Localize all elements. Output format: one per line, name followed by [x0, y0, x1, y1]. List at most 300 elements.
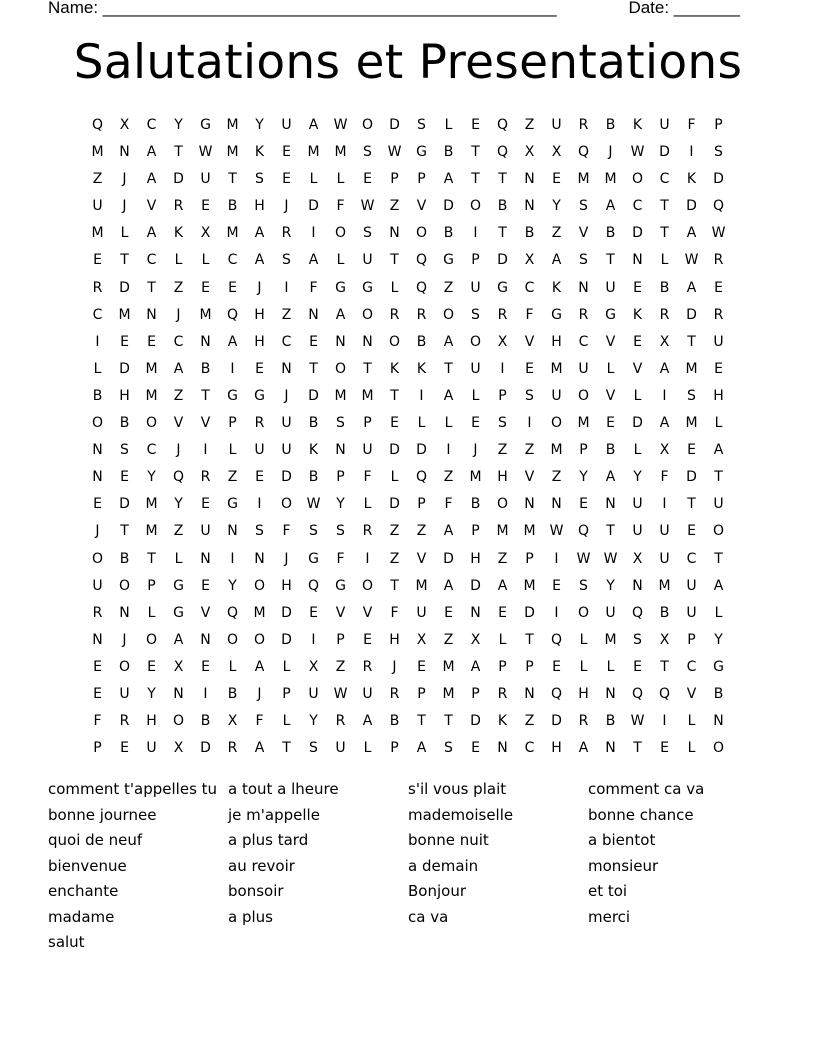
grid-cell: W [603, 550, 618, 567]
grid-cell: H [578, 685, 589, 702]
grid-cell: P [417, 171, 426, 188]
grid-cell: R [578, 117, 589, 133]
word-list-item: a plus [228, 907, 273, 926]
grid-cell: L [228, 442, 237, 459]
grid-cell: T [660, 198, 669, 215]
word-list-item: et toi [588, 882, 628, 900]
grid-cell: Y [255, 117, 264, 133]
grid-cell: Y [147, 469, 156, 486]
grid-cell: M [550, 442, 563, 459]
grid-cell: N [119, 604, 130, 621]
grid-cell: F [336, 198, 345, 215]
grid-cell: D [497, 252, 508, 269]
grid-cell: R [281, 225, 292, 242]
grid-cell: C [281, 333, 292, 350]
grid-cell: R [713, 252, 724, 269]
grid-cell: N [200, 550, 211, 567]
grid-cell: C [146, 442, 157, 459]
grid-cell: E [633, 658, 642, 675]
grid-cell: U [119, 685, 130, 702]
grid-cell: D [686, 306, 697, 323]
grid-cell: O [712, 740, 725, 757]
grid-cell: U [416, 604, 427, 621]
grid-cell: L [228, 658, 237, 675]
grid-cell: H [551, 740, 562, 757]
grid-cell: M [199, 306, 212, 323]
grid-cell: A [470, 658, 481, 675]
grid-cell: A [551, 252, 562, 269]
grid-cell: O [712, 523, 725, 540]
grid-cell: M [415, 577, 428, 594]
grid-cell: I [689, 144, 694, 161]
grid-cell: W [387, 144, 402, 161]
grid-cell: R [254, 415, 265, 432]
word-column [588, 778, 768, 931]
grid-cell: M [577, 171, 590, 188]
grid-cell: K [632, 306, 643, 323]
grid-cell: P [525, 550, 534, 567]
grid-cell: O [469, 198, 482, 215]
grid-cell: R [362, 658, 373, 675]
grid-cell: H [254, 198, 265, 215]
grid-cell: N [632, 252, 643, 269]
grid-cell: B [443, 225, 454, 242]
grid-cell: N [470, 604, 481, 621]
grid-cell: U [92, 198, 103, 215]
grid-cell: O [280, 496, 293, 513]
grid-cell: N [389, 225, 400, 242]
grid-cell: K [308, 442, 319, 459]
grid-cell: E [147, 333, 156, 350]
word-list-item: madame [48, 907, 115, 926]
grid-cell: V [200, 415, 211, 432]
grid-cell: E [147, 658, 156, 675]
grid-cell: W [198, 144, 213, 161]
grid-cell: Q [631, 685, 644, 702]
grid-cell: M [550, 360, 563, 377]
grid-cell: P [363, 415, 372, 432]
word-list-item: enchante [48, 882, 119, 900]
grid-cell: U [470, 279, 481, 296]
grid-cell: Z [173, 279, 184, 296]
grid-cell: D [632, 415, 643, 432]
grid-cell: M [334, 387, 347, 404]
grid-cell: H [146, 713, 157, 730]
grid-cell: X [524, 144, 535, 161]
grid-cell: E [93, 252, 102, 269]
grid-cell: H [281, 577, 292, 594]
word-list-item: Bonjour [408, 882, 466, 900]
grid-cell: X [173, 658, 184, 675]
grid-cell: U [362, 685, 373, 702]
grid-cell: I [419, 387, 424, 404]
grid-cell: P [417, 685, 426, 702]
grid-cell: M [469, 469, 482, 486]
grid-cell: C [686, 550, 697, 567]
grid-cell: R [659, 306, 670, 323]
grid-cell: M [685, 415, 698, 432]
grid-cell: A [173, 631, 184, 648]
grid-cell: G [308, 550, 319, 567]
grid-cell: C [524, 279, 535, 296]
grid-cell: Y [714, 631, 723, 648]
grid-cell: A [227, 333, 238, 350]
grid-cell: M [334, 144, 347, 161]
grid-cell: M [226, 225, 239, 242]
grid-cell: S [471, 306, 480, 323]
grid-cell: N [551, 496, 562, 513]
grid-cell: E [525, 360, 534, 377]
grid-cell: P [147, 577, 156, 594]
grid-cell: L [390, 469, 399, 486]
grid-cell: V [362, 604, 373, 621]
grid-cell: T [633, 740, 642, 757]
grid-cell: H [119, 387, 130, 404]
grid-cell: N [281, 360, 292, 377]
grid-cell: X [308, 658, 319, 675]
grid-cell: U [551, 387, 562, 404]
grid-cell: R [578, 306, 589, 323]
grid-cell: W [684, 252, 699, 269]
grid-cell: A [254, 252, 265, 269]
grid-cell: X [470, 631, 481, 648]
grid-cell: H [470, 550, 481, 567]
grid-cell: C [173, 333, 184, 350]
grid-cell: Y [606, 577, 615, 594]
grid-cell: U [200, 171, 211, 188]
grid-cell: L [174, 252, 183, 269]
grid-cell: N [524, 198, 535, 215]
grid-cell: T [606, 523, 615, 540]
grid-cell: K [632, 117, 643, 133]
grid-cell: Z [227, 469, 238, 486]
grid-cell: H [254, 306, 265, 323]
grid-cell: E [471, 415, 480, 432]
grid-cell: I [554, 550, 559, 567]
grid-cell: L [147, 604, 156, 621]
grid-cell: R [362, 523, 373, 540]
grid-cell: A [686, 225, 697, 242]
grid-cell: L [444, 117, 453, 133]
grid-cell: C [632, 198, 643, 215]
grid-cell: O [145, 631, 158, 648]
grid-cell: M [658, 577, 671, 594]
grid-cell: D [524, 604, 535, 621]
grid-cell: I [500, 360, 505, 377]
grid-cell: M [91, 225, 104, 242]
grid-cell: R [389, 685, 400, 702]
grid-cell: T [363, 360, 372, 377]
grid-cell: N [146, 306, 157, 323]
grid-cell: H [254, 333, 265, 350]
grid-cell: E [552, 171, 561, 188]
grid-cell: E [498, 604, 507, 621]
grid-cell: Z [497, 442, 508, 459]
grid-cell: A [686, 279, 697, 296]
grid-cell: Z [173, 523, 184, 540]
grid-cell: T [282, 740, 291, 757]
grid-cell: M [442, 685, 455, 702]
grid-cell: E [93, 685, 102, 702]
grid-cell: G [227, 496, 238, 513]
grid-cell: N [524, 171, 535, 188]
grid-cell: J [473, 442, 478, 459]
grid-cell: C [686, 658, 697, 675]
grid-cell: O [91, 415, 104, 432]
grid-cell: Y [633, 469, 642, 486]
grid-cell: X [119, 117, 130, 133]
word-list-item: bonsoir [228, 882, 284, 900]
grid-cell: A [497, 577, 508, 594]
grid-cell: B [227, 685, 238, 702]
grid-cell: V [578, 225, 589, 242]
grid-cell: S [579, 252, 588, 269]
grid-cell: H [497, 469, 508, 486]
grid-cell: Z [92, 171, 103, 188]
grid-cell: Q [415, 279, 428, 296]
grid-cell: R [335, 713, 346, 730]
grid-cell: Q [550, 685, 563, 702]
grid-cell: J [284, 387, 289, 404]
grid-cell: N [335, 442, 346, 459]
word-list-item: a plus tard [228, 831, 309, 849]
grid-cell: T [309, 360, 318, 377]
grid-cell: O [415, 225, 428, 242]
grid-cell: C [659, 171, 670, 188]
grid-cell: N [605, 496, 616, 513]
grid-cell: V [416, 550, 427, 567]
grid-cell: U [605, 604, 616, 621]
grid-cell: D [119, 496, 130, 513]
grid-cell: J [284, 198, 289, 215]
grid-cell: J [122, 631, 127, 648]
grid-cell: M [145, 523, 158, 540]
grid-cell: X [524, 252, 535, 269]
grid-cell: T [174, 144, 183, 161]
grid-cell: I [203, 685, 208, 702]
grid-cell: A [443, 387, 454, 404]
word-list-item: ca va [408, 907, 449, 926]
grid-cell: C [146, 117, 157, 133]
grid-cell: U [659, 550, 670, 567]
grid-cell: Y [174, 496, 183, 513]
grid-cell: P [579, 442, 588, 459]
grid-cell: Y [579, 469, 588, 486]
grid-cell: X [659, 631, 670, 648]
grid-cell: U [686, 604, 697, 621]
grid-cell: O [361, 577, 374, 594]
grid-cell: B [470, 496, 481, 513]
grid-cell: D [470, 713, 481, 730]
grid-cell: O [334, 360, 347, 377]
grid-cell: B [389, 713, 400, 730]
page-title: Salutations et Presentations [73, 35, 743, 90]
grid-cell: S [363, 225, 372, 242]
grid-cell: A [362, 713, 373, 730]
grid-cell: V [605, 333, 616, 350]
grid-cell: B [200, 360, 211, 377]
grid-cell: K [497, 713, 508, 730]
grid-cell: Y [147, 685, 156, 702]
word-list-item: bienvenue [48, 856, 127, 875]
word-list-item: bonne chance [588, 805, 694, 824]
grid-cell: N [524, 496, 535, 513]
grid-cell: T [390, 577, 399, 594]
grid-cell: E [714, 279, 723, 296]
grid-cell: I [446, 442, 451, 459]
grid-cell: C [92, 306, 103, 323]
grid-cell: X [551, 144, 562, 161]
grid-cell: B [659, 604, 670, 621]
grid-cell: N [254, 550, 265, 567]
grid-cell: Z [524, 713, 535, 730]
grid-cell: F [93, 713, 102, 730]
grid-cell: U [308, 685, 319, 702]
grid-cell: G [173, 577, 184, 594]
grid-cell: M [442, 658, 455, 675]
grid-cell: F [525, 306, 534, 323]
grid-cell: Y [174, 117, 183, 133]
grid-cell: R [119, 713, 130, 730]
grid-cell: E [606, 415, 615, 432]
grid-cell: G [335, 279, 346, 296]
grid-cell: N [524, 685, 535, 702]
grid-cell: R [713, 306, 724, 323]
grid-cell: Q [577, 523, 590, 540]
word-list-item: monsieur [588, 856, 659, 875]
grid-cell: E [120, 333, 129, 350]
grid-cell: S [498, 415, 507, 432]
grid-cell: D [686, 469, 697, 486]
grid-cell: U [605, 279, 616, 296]
grid-cell: U [281, 442, 292, 459]
grid-cell: O [361, 306, 374, 323]
grid-cell: M [307, 144, 320, 161]
grid-cell: I [230, 550, 235, 567]
grid-cell: A [659, 360, 670, 377]
grid-cell: V [335, 604, 346, 621]
word-list-item: merci [588, 907, 631, 926]
grid-cell: U [281, 117, 292, 133]
grid-cell: E [201, 279, 210, 296]
word-list-item: comment ca va [588, 780, 705, 798]
grid-cell: E [120, 740, 129, 757]
grid-cell: Q [496, 117, 509, 133]
grid-cell: T [390, 387, 399, 404]
grid-cell: G [227, 387, 238, 404]
grid-cell: P [471, 252, 480, 269]
grid-cell: M [577, 415, 590, 432]
date-field-label: Date: _______ [628, 0, 740, 17]
grid-cell: O [577, 387, 590, 404]
grid-cell: M [361, 387, 374, 404]
grid-cell: P [471, 523, 480, 540]
grid-cell: Z [335, 658, 346, 675]
grid-cell: E [255, 360, 264, 377]
grid-cell: Z [389, 198, 400, 215]
grid-cell: F [309, 279, 318, 296]
grid-cell: D [389, 496, 400, 513]
grid-cell: Z [443, 469, 454, 486]
grid-cell: E [660, 740, 669, 757]
grid-cell: B [605, 117, 616, 133]
grid-cell: E [93, 496, 102, 513]
grid-cell: R [92, 604, 103, 621]
grid-cell: Q [550, 631, 563, 648]
grid-cell: W [630, 144, 645, 161]
grid-cell: A [308, 117, 319, 133]
grid-cell: Z [389, 550, 400, 567]
grid-cell: D [119, 360, 130, 377]
grid-cell: N [227, 523, 238, 540]
grid-cell: L [579, 658, 588, 675]
grid-cell: A [713, 442, 724, 459]
grid-cell: M [91, 144, 104, 161]
grid-cell: E [201, 496, 210, 513]
grid-cell: W [306, 496, 321, 513]
grid-cell: P [525, 658, 534, 675]
grid-cell: A [443, 333, 454, 350]
grid-cell: L [282, 658, 291, 675]
grid-cell: R [497, 685, 508, 702]
grid-cell: T [714, 550, 723, 567]
grid-cell: K [686, 171, 697, 188]
grid-cell: D [281, 631, 292, 648]
grid-cell: R [173, 198, 184, 215]
grid-cell: E [633, 279, 642, 296]
grid-cell: I [527, 415, 532, 432]
grid-cell: E [282, 171, 291, 188]
grid-cell: A [659, 415, 670, 432]
grid-cell: M [145, 496, 158, 513]
grid-cell: M [523, 523, 536, 540]
grid-cell: L [201, 252, 210, 269]
grid-cell: U [686, 577, 697, 594]
grid-cell: S [633, 631, 642, 648]
grid-cell: B [119, 415, 130, 432]
grid-cell: Z [389, 523, 400, 540]
word-list-item: au revoir [228, 856, 295, 875]
grid-cell: C [578, 333, 589, 350]
grid-cell: B [713, 685, 724, 702]
grid-cell: A [605, 198, 616, 215]
grid-cell: S [309, 523, 318, 540]
grid-cell: T [147, 279, 156, 296]
grid-cell: D [119, 279, 130, 296]
grid-cell: E [552, 577, 561, 594]
grid-cell: O [145, 415, 158, 432]
grid-cell: O [550, 415, 563, 432]
grid-cell: R [416, 306, 427, 323]
grid-cell: I [662, 387, 667, 404]
grid-cell: E [309, 604, 318, 621]
grid-cell: Z [524, 117, 535, 133]
grid-cell: W [576, 550, 591, 567]
grid-cell: F [660, 469, 669, 486]
grid-cell: N [92, 469, 103, 486]
grid-cell: G [713, 658, 724, 675]
grid-cell: D [659, 144, 670, 161]
grid-cell: L [633, 442, 642, 459]
grid-cell: P [336, 631, 345, 648]
grid-cell: P [93, 740, 102, 757]
grid-cell: T [660, 225, 669, 242]
grid-cell: Z [497, 550, 508, 567]
word-list-item: salut [48, 933, 85, 951]
grid-cell: O [334, 225, 347, 242]
grid-cell: M [523, 577, 536, 594]
grid-cell: I [554, 604, 559, 621]
